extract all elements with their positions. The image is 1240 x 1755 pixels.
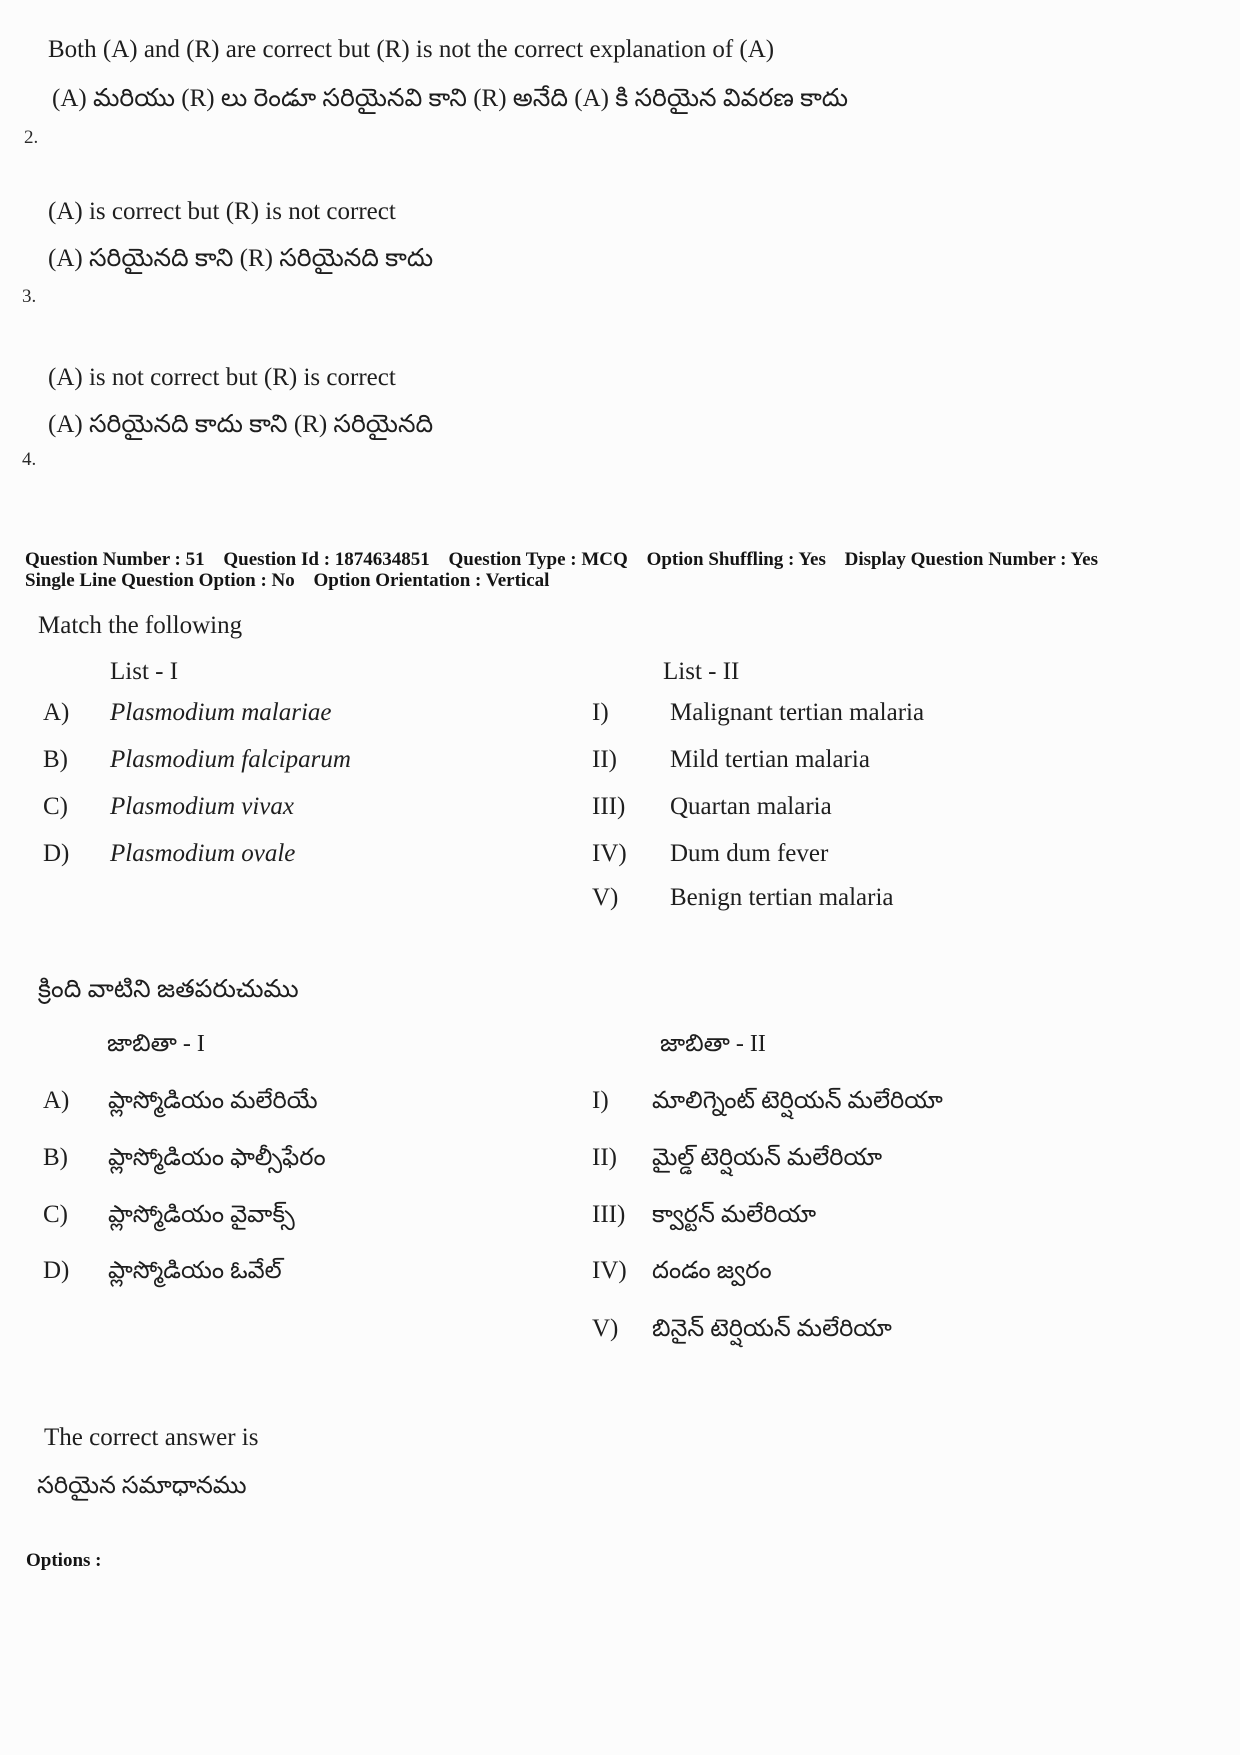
list1-header-te: జాబితా - I [107, 1031, 205, 1057]
left-item-text: ప్లాస్మోడియం మలేరియే [108, 1088, 318, 1114]
match-title-te: క్రింది వాటిని జతపరుచుము [38, 976, 299, 1003]
match-row-en-2 [0, 746, 1240, 780]
meta-display-question-number: Display Question Number : Yes [844, 549, 1098, 570]
option1-text-en: Both (A) and (R) are correct but (R) is not the correct explanation of (A) [48, 36, 775, 63]
left-item-text: Plasmodium ovale [110, 840, 296, 867]
match-row-en-5 [0, 884, 1240, 918]
option-marker-3: 3. [22, 286, 37, 307]
meta-single-line-question-option: Single Line Question Option : No [25, 570, 295, 591]
options-heading: Options : [26, 1550, 102, 1571]
left-item-label: B) [43, 1144, 68, 1171]
meta-question-id: Question Id : 1874634851 [223, 549, 430, 570]
right-item-text: క్వార్టన్ మలేరియా [652, 1202, 817, 1228]
left-item-label: C) [43, 1201, 68, 1228]
question-meta-line1 [25, 549, 1112, 570]
match-row-en-3 [0, 793, 1240, 827]
option2-text-te: (A) సరియైనది కాని (R) సరియైనది కాదు [48, 245, 434, 272]
match-row-en-4 [0, 840, 1240, 874]
right-item-text: బినైన్ టెర్షియన్ మలేరియా [652, 1316, 892, 1342]
match-row-te-1 [0, 1087, 1240, 1121]
correct-answer-label-en: The correct answer is [44, 1424, 259, 1451]
match-row-te-2 [0, 1144, 1240, 1178]
match-row-te-3 [0, 1201, 1240, 1235]
match-row-te-4 [0, 1257, 1240, 1291]
right-item-label: V) [592, 1315, 619, 1342]
right-item-label: I) [592, 1087, 609, 1114]
meta-question-number: Question Number : 51 [25, 549, 205, 570]
right-item-label: V) [592, 884, 619, 911]
meta-option-orientation: Option Orientation : Vertical [313, 570, 550, 591]
left-item-text: ప్లాస్మోడియం వైవాక్స్ [108, 1202, 295, 1228]
left-item-text: ప్లాస్మోడియం ఓవేల్ [108, 1258, 282, 1284]
option3-text-en: (A) is not correct but (R) is correct [48, 364, 396, 391]
left-item-label: A) [43, 699, 70, 726]
right-item-text: Dum dum fever [670, 840, 829, 867]
correct-answer-label-te: సరియైన సమాధానము [37, 1473, 247, 1499]
match-title-en: Match the following [38, 612, 243, 639]
right-item-label: IV) [592, 840, 627, 867]
right-item-text: దండం జ్వరం [652, 1258, 772, 1284]
left-item-text: Plasmodium vivax [110, 793, 294, 820]
left-item-text: Plasmodium malariae [110, 699, 332, 726]
question-meta-line2 [25, 570, 1112, 591]
left-item-text: ప్లాస్మోడియం ఫాల్సీఫేరం [108, 1145, 326, 1171]
right-item-label: III) [592, 793, 626, 820]
list2-header-en: List - II [663, 658, 740, 685]
right-item-label: IV) [592, 1257, 627, 1284]
right-item-text: మైల్డ్ టెర్షియన్ మలేరియా [652, 1145, 883, 1171]
question-meta [25, 549, 1112, 591]
right-item-text: Quartan malaria [670, 793, 832, 820]
option-marker-2: 2. [24, 127, 39, 148]
right-item-text: Mild tertian malaria [670, 746, 870, 773]
left-item-label: B) [43, 746, 68, 773]
left-item-label: D) [43, 840, 70, 867]
right-item-label: II) [592, 1144, 617, 1171]
option-marker-4: 4. [22, 449, 37, 470]
right-item-label: II) [592, 746, 617, 773]
left-item-label: A) [43, 1087, 70, 1114]
left-item-label: C) [43, 793, 68, 820]
option2-text-en: (A) is correct but (R) is not correct [48, 198, 396, 225]
option3-text-te: (A) సరియైనది కాదు కాని (R) సరియైనది [48, 411, 434, 438]
right-item-text: మాలిగ్నెంట్ టెర్షియన్ మలేరియా [652, 1088, 943, 1114]
right-item-text: Malignant tertian malaria [670, 699, 925, 726]
right-item-label: III) [592, 1201, 626, 1228]
right-item-label: I) [592, 699, 609, 726]
option1-text-te: (A) మరియు (R) లు రెండూ సరియైనవి కాని (R) అనేది (A) కి సరియైన వివరణ కాదు [52, 85, 849, 112]
meta-option-shuffling: Option Shuffling : Yes [646, 549, 826, 570]
match-row-te-5 [0, 1315, 1240, 1349]
list2-header-te: జాబితా - II [660, 1031, 766, 1057]
left-item-label: D) [43, 1257, 70, 1284]
list1-header-en: List - I [110, 658, 179, 685]
meta-question-type: Question Type : MCQ [448, 549, 628, 570]
match-row-en-1 [0, 699, 1240, 733]
left-item-text: Plasmodium falciparum [110, 746, 351, 773]
right-item-text: Benign tertian malaria [670, 884, 894, 911]
